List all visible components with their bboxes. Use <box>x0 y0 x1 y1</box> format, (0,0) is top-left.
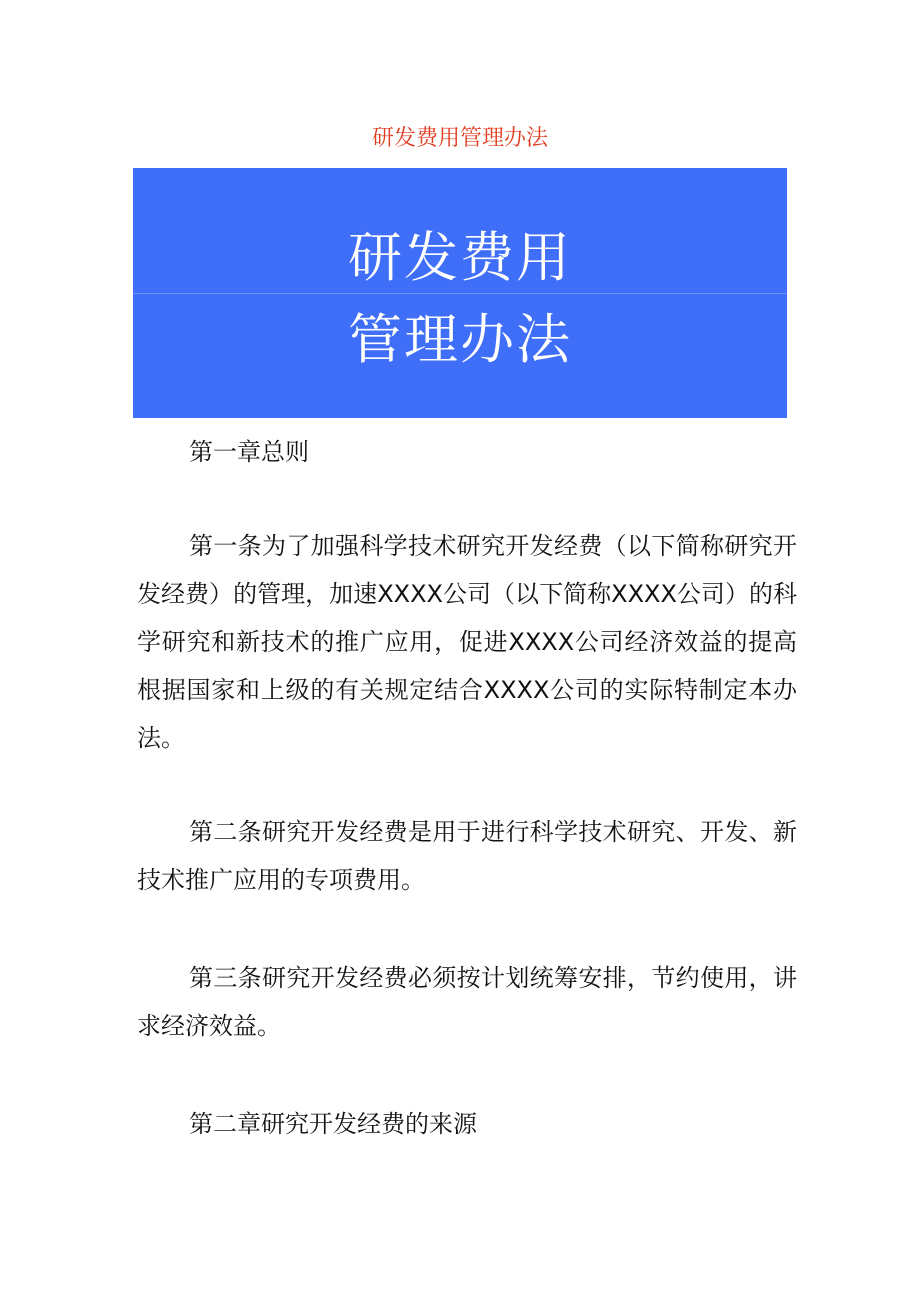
document-title: 研发费用管理办法 <box>371 126 548 151</box>
banner-divider <box>133 293 787 294</box>
article-2: 第二条研究开发经费是用于进行科学技术研究、开发、新技术推广应用的专项费用。 <box>137 818 797 894</box>
banner-title-line-1: 研发费用 <box>348 226 572 289</box>
article-1: 第一条为了加强科学技术研究开发经费（以下简称研究开发经费）的管理，加速XXXX公司（以下简称XXXX公司）的科学研究和新技术的推广应用，促进XXXX公司经济效益的提高根据国家和上级的有关规定结合XXXX公司的实际特制定本办法。 <box>137 532 797 752</box>
chapter-1-heading: 第一章总则 <box>189 438 309 466</box>
title-banner <box>133 168 787 418</box>
banner-title-line-2: 管理办法 <box>348 308 572 371</box>
article-3: 第三条研究开发经费必须按计划统筹安排，节约使用，讲求经济效益。 <box>137 964 797 1040</box>
chapter-2-heading: 第二章研究开发经费的来源 <box>189 1110 477 1138</box>
document-body <box>137 428 797 1148</box>
